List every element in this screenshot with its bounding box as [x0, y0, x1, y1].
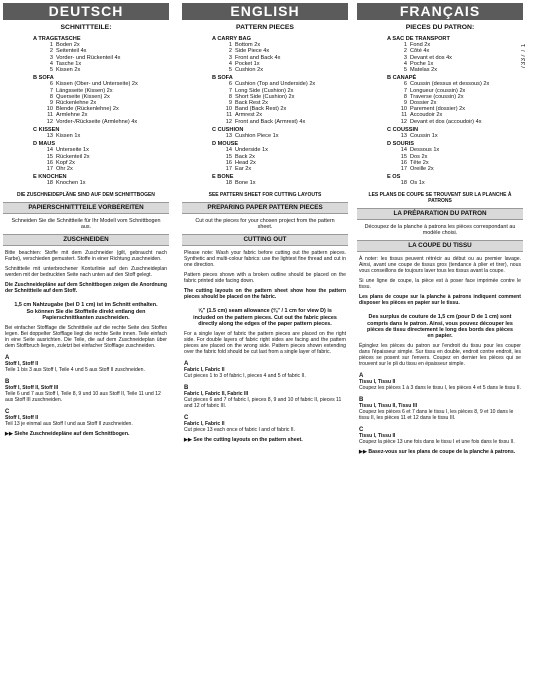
- layout-title: C: [359, 427, 364, 434]
- cutting-layouts: [3, 355, 169, 427]
- piece-number: 15: [400, 153, 407, 160]
- piece-name: Devant et dos (accoudoir) 4x: [410, 118, 482, 125]
- piece-name: Unterseite 1x: [56, 147, 89, 154]
- piece-number: 5: [49, 67, 53, 74]
- piece-number: 6: [228, 81, 232, 88]
- layout-sub: Tissu I, Tissu II: [359, 433, 396, 440]
- piece-name: Accoudoir 2x: [410, 112, 443, 119]
- pattern-piece-list: [357, 36, 523, 187]
- piece-number: 9: [403, 100, 407, 107]
- piece-number: 12: [400, 118, 407, 125]
- piece-name: Boden 2x: [56, 42, 80, 49]
- piece-item: [43, 180, 169, 186]
- cutting-layouts: [182, 361, 348, 433]
- piece-name: Back 2x: [235, 153, 255, 160]
- piece-number: 12: [46, 118, 53, 125]
- piece-number: 7: [228, 87, 232, 94]
- piece-number: 5: [228, 67, 232, 74]
- piece-name: Bone 1x: [235, 180, 256, 187]
- cutting-layouts: [357, 373, 523, 445]
- piece-number: 16: [225, 159, 232, 166]
- piece-item: [43, 119, 169, 125]
- piece-number: 7: [49, 87, 53, 94]
- piece-number: 7: [403, 87, 407, 94]
- cutting-paragraph-4: Bei einfacher Stofflage die Schnittteile auf die rechte Seite des Stoffes legen. Bei doppelter Stofflage liegt die rechte Seite innen. Teile einfach in eine Seite ausrichten. Die Teile, die auf dem Zuschneideplan über dem Stoffbruch liegen, zuletzt bei einfacher Stofflage zuschneiden.: [5, 325, 167, 350]
- piece-number: 12: [225, 118, 232, 125]
- cutting-layout: [5, 379, 167, 403]
- cutting-paragraph-3: Die Zuschneidepläne auf dem Schnittbogen zeigen die Anordnung der Schnittteile auf dem Stoff.: [5, 282, 167, 295]
- cutting-section-bar: ZUSCHNEIDEN: [3, 234, 169, 246]
- piece-name: Devant et dos 4x: [410, 54, 452, 61]
- piece-item: [43, 67, 169, 73]
- piece-name: Longueur (coussin) 2x: [410, 87, 466, 94]
- piece-group-label: C CUSHION: [212, 126, 244, 133]
- layout-note: LES PLANS DE COUPE SE TROUVENT SUR LA PLANCHE À PATRONS: [368, 191, 512, 204]
- piece-number: 1: [403, 42, 407, 49]
- seam-allowance-note: Des surplus de couture de 1,5 cm (pour D de 1 cm) sont compris dans le patron. Ainsi, vous pouvez découper les pièces de tissu directement le long des bords des pièces en papier.: [367, 314, 513, 340]
- piece-number: 18: [46, 180, 53, 187]
- cutting-layout: [359, 397, 521, 421]
- cutting-paragraph-2: Schnittteile mit unterbrochener Konturlinie auf den Zuschneideplan werden mit der bedruckten Seite nach unten auf den Stoff gelegt.: [5, 266, 167, 279]
- piece-group-label: E OS: [387, 174, 401, 181]
- piece-item: [222, 166, 348, 172]
- piece-number: 6: [403, 81, 407, 88]
- pattern-piece-list: [3, 36, 169, 187]
- piece-item: [397, 166, 523, 172]
- piece-number: 17: [400, 166, 407, 173]
- piece-name: Front and Back (Armrest) 4x: [235, 118, 306, 125]
- piece-name: Band (Back Rest) 2x: [235, 106, 287, 113]
- pattern-piece-list: [182, 36, 348, 187]
- seam-allowance-note: ⅝" (1.5 cm) seam allowance (⅜" / 1 cm for view D) is included on the pattern pieces. Cut out the fabric pieces directly along the edges of the paper pattern pieces.: [193, 308, 337, 327]
- piece-number: 9: [228, 100, 232, 107]
- piece-name: Os 1x: [410, 180, 425, 187]
- pattern-pieces-heading: PIECES DU PATRON:: [405, 24, 475, 31]
- piece-number: 8: [228, 93, 232, 100]
- layout-title: C: [5, 409, 10, 416]
- piece-number: 10: [46, 106, 53, 113]
- piece-item: [397, 119, 523, 125]
- cutting-paragraph-4: Épinglez les pièces du patron sur l'endroit du tissu pour les couper dans l'épaisseur simple. Sur tissu en double, endroit contre endroit, les pièces se posent sur l'envers. Coupez en dernier les pièces qui se trouvent sur le pli du tissu en épaisseur simple.: [359, 343, 521, 368]
- piece-item: [222, 67, 348, 73]
- piece-group-label: B SOFA: [212, 75, 233, 82]
- column-french: [357, 3, 523, 699]
- piece-group-label: A TRAGETASCHE: [33, 36, 81, 42]
- layout-sub: Stoff I, Stoff II: [5, 415, 39, 422]
- language-header: DEUTSCH: [3, 3, 169, 20]
- cutting-paragraph-2: Pattern pieces shown with a broken outline should be placed on the fabric printed side facing down.: [184, 272, 346, 285]
- piece-name: Ear 2x: [235, 166, 252, 173]
- piece-group-label: C KISSEN: [33, 126, 60, 133]
- layout-title: A: [184, 361, 189, 368]
- piece-group-label: B SOFA: [33, 75, 54, 82]
- layout-sub: Stoff I, Stoff II: [5, 361, 39, 368]
- piece-item: [43, 166, 169, 172]
- prep-text: Découpez de la planche à patrons les pièces correspondant au modèle choisi.: [364, 223, 516, 237]
- layout-text: Cut pieces 1 to 3 of fabric I, pieces 4 and 5 of fabric II.: [184, 373, 306, 380]
- piece-number: 15: [225, 153, 232, 160]
- cutting-paragraph-1: Bitte beachten: Stoffe mit dem Zuschneider (gilt, gebraucht nach Farbe), verschieden gemustert. Stoffe in einer Richtung zuschneiden.: [5, 250, 167, 263]
- cutting-layout: [359, 427, 521, 445]
- seam-allowance-note: 1,5 cm Nahtzugabe (bei D 1 cm) ist im Schnitt enthalten. So können Sie die Stoffteile direkt entlang den Papierschnittkanten zuschneiden.: [14, 302, 158, 321]
- cutting-paragraph-1: Please note: Wash your fabric before cutting out the pattern pieces. Synthetic and multi-colour fabrics: use the lightest fine thread and cut in one direction.: [184, 250, 346, 269]
- piece-item: [222, 180, 348, 186]
- cutting-section-bar: LA COUPE DU TISSU: [357, 240, 523, 252]
- cutting-paragraph-1: À noter: les tissus peuvent rétrécir au début ou au premier lavage. Ainsi, avant une coupe de tissus gros (tendance à plier et tirer), nous vous conseillons de toujours laver tous les tissus avant la coupe.: [359, 256, 521, 275]
- piece-number: 16: [46, 159, 53, 166]
- piece-name: Poche 1x: [410, 60, 434, 67]
- pattern-pieces-heading: PATTERN PIECES: [236, 24, 294, 31]
- see-layouts-note: ▶▶ Siehe Zuschneidepläne auf dem Schnittbogen.: [5, 431, 130, 438]
- see-layouts-note: ▶▶ See the cutting layouts on the pattern sheet.: [184, 437, 303, 444]
- cutting-paragraph-3: Les plans de coupe sur la planche à patrons indiquent comment disposer les pièces en papier sur le tissu.: [359, 294, 521, 307]
- layout-text: Coupez les pièces 1 à 3 dans le tissu I, les pièces 4 et 5 dans le tissu II.: [359, 385, 521, 392]
- layout-title: B: [359, 397, 364, 404]
- piece-name: Front and Back 4x: [235, 54, 281, 61]
- piece-name: Traverse (coussin) 2x: [410, 93, 464, 100]
- layout-sub: Stoff I, Stoff II, Stoff III: [5, 385, 59, 392]
- layout-sub: Fabric I, Fabric II: [184, 421, 225, 428]
- piece-item: [222, 119, 348, 125]
- prep-text: Cut out the pieces for your chosen project from the pattern sheet.: [195, 217, 335, 231]
- piece-number: 11: [47, 112, 53, 119]
- cutting-paragraph-3: The cutting layouts on the pattern sheet show how the pattern pieces should be placed on the fabric.: [184, 288, 346, 301]
- piece-name: Dos 2x: [410, 153, 428, 160]
- piece-item: [397, 133, 523, 139]
- piece-name: Rückenlehne 2x: [56, 100, 97, 107]
- prep-text: Schneiden Sie die Schnittteile für Ihr Modell vom Schnittbogen aus.: [11, 217, 161, 231]
- piece-name: Underside 1x: [235, 147, 268, 154]
- piece-name: Side Piece 4x: [235, 48, 270, 55]
- cutting-layout: [184, 385, 346, 409]
- layout-text: Coupez la pièce 13 une fois dans le tissu I et une fois dans le tissu II.: [359, 439, 515, 446]
- piece-group-label: D MAUS: [33, 141, 56, 148]
- cutting-layout: [184, 415, 346, 433]
- prep-section-bar: LA PRÉPARATION DU PATRON: [357, 208, 523, 220]
- piece-name: Oreille 2x: [410, 166, 434, 173]
- cutting-layout: [5, 355, 167, 373]
- piece-name: Querseite (Kissen) 2x: [56, 93, 110, 100]
- piece-name: Vorder-/Rückseite (Armlehne) 4x: [56, 118, 138, 125]
- cutting-layout: [359, 373, 521, 391]
- piece-group-label: D MOUSE: [212, 141, 239, 148]
- piece-number: 10: [225, 106, 232, 113]
- column-german: [3, 3, 169, 699]
- piece-number: 18: [225, 180, 232, 187]
- piece-number: 10: [400, 106, 407, 113]
- piece-name: Tête 2x: [410, 159, 429, 166]
- layout-text: Cut piece 13 each once of fabric I and of fabric II.: [184, 427, 295, 434]
- piece-item: [397, 67, 523, 73]
- layout-note: DIE ZUSCHNEIDEPLÄNE SIND AUF DEM SCHNITTBOGEN: [17, 191, 155, 198]
- piece-name: Côté 4x: [410, 48, 430, 55]
- cutting-paragraph-4: For a single layer of fabric the pattern pieces are placed on the right side. For double layers of fabric right sides are facing and the pattern pieces are placed on the wrong side. Pattern pieces shown extending over the fabric fold should be cut last from a single layer of fabric.: [184, 331, 346, 356]
- piece-name: Armlehne 2x: [56, 112, 88, 119]
- piece-number: 11: [226, 112, 232, 119]
- layout-sub: Tissu I, Tissu II: [359, 379, 396, 386]
- cutting-section-bar: CUTTING OUT: [182, 234, 348, 246]
- layout-title: A: [5, 355, 10, 362]
- page-code: 7337 / 1: [521, 43, 527, 69]
- piece-name: Matelas 2x: [410, 67, 438, 74]
- language-header: ENGLISH: [182, 3, 348, 20]
- piece-name: Tasche 1x: [56, 60, 82, 67]
- piece-group-label: E KNOCHEN: [33, 174, 67, 181]
- piece-number: 13: [46, 133, 53, 140]
- piece-name: Ohr 2x: [56, 166, 73, 173]
- instruction-page: [2, 3, 530, 699]
- piece-name: Kissen 1x: [56, 133, 81, 140]
- prep-section-bar: PREPARING PAPER PATTERN PIECES: [182, 202, 348, 214]
- piece-name: Kissen (Ober- und Unterseite) 2x: [56, 81, 138, 88]
- layout-title: B: [184, 385, 189, 392]
- piece-name: Armrest 2x: [235, 112, 263, 119]
- layout-note: SEE PATTERN SHEET FOR CUTTING LAYOUTS: [208, 191, 322, 198]
- piece-number: 3: [49, 54, 53, 61]
- piece-name: Fond 2x: [410, 42, 431, 49]
- piece-name: Parement (dossier) 2x: [410, 106, 466, 113]
- piece-number: 4: [228, 60, 232, 67]
- piece-number: 4: [49, 60, 53, 67]
- layout-sub: Tissu I, Tissu II, Tissu III: [359, 403, 418, 410]
- piece-number: 17: [225, 166, 232, 173]
- piece-group-label: E BONE: [212, 174, 234, 181]
- piece-item: [397, 180, 523, 186]
- cutting-paragraph-2: Si une ligne de coupe, la pièce est à poser face imprimée contre le tissu.: [359, 278, 521, 291]
- piece-number: 5: [403, 67, 407, 74]
- layout-title: B: [5, 379, 10, 386]
- layout-text: Coupez les pièces 6 et 7 dans le tissu I, les pièces 8, 9 et 10 dans le tissu II, les pièces 11 et 12 dans le tissu III.: [359, 409, 514, 422]
- piece-number: 6: [49, 81, 53, 88]
- piece-group-label: D SOURIS: [387, 141, 415, 148]
- piece-number: 16: [400, 159, 407, 166]
- piece-number: 2: [49, 48, 53, 55]
- piece-name: Cushion 2x: [235, 67, 263, 74]
- piece-name: Blende (Rückenlehne) 2x: [56, 106, 119, 113]
- layout-text: Cut pieces 6 and 7 of fabric I, pieces 8, 9 and 10 of fabric II, pieces 11 and 12 of fabric III.: [184, 397, 342, 410]
- piece-name: Seitenteil 4x: [56, 48, 87, 55]
- layout-title: A: [359, 373, 364, 380]
- piece-name: Cushion (Top and Underside) 2x: [235, 81, 316, 88]
- piece-number: 2: [403, 48, 407, 55]
- piece-name: Dossier 2x: [410, 100, 437, 107]
- column-english: [182, 3, 348, 699]
- pattern-pieces-heading: SCHNITTTEILE:: [60, 24, 112, 31]
- piece-name: Kissen 2x: [56, 67, 81, 74]
- piece-number: 3: [403, 54, 407, 61]
- piece-name: Head 2x: [235, 159, 256, 166]
- layout-text: Teile 6 und 7 aus Stoff I, Teile 8, 9 und 10 aus Stoff II, Teile 11 und 12 aus Stoff III zuschneiden.: [5, 391, 161, 404]
- piece-item: [222, 133, 348, 139]
- piece-number: 13: [400, 133, 407, 140]
- piece-number: 8: [403, 93, 407, 100]
- piece-name: Rückenteil 2x: [56, 153, 90, 160]
- piece-name: Vorder- und Rückenteil 4x: [56, 54, 121, 61]
- piece-number: 1: [49, 42, 53, 49]
- piece-group-label: C COUSSIN: [387, 126, 419, 133]
- piece-group-label: B CANAPÉ: [387, 75, 417, 82]
- piece-name: Pocket 1x: [235, 60, 260, 67]
- piece-name: Knochen 1x: [56, 180, 86, 187]
- layout-title: C: [184, 415, 189, 422]
- piece-number: 13: [225, 133, 232, 140]
- piece-number: 18: [400, 180, 407, 187]
- piece-item: [43, 133, 169, 139]
- piece-name: Cushion Piece 1x: [235, 133, 279, 140]
- piece-name: Short Side (Cushion) 2x: [235, 93, 295, 100]
- piece-group-label: A SAC DE TRANSPORT: [387, 36, 450, 42]
- piece-number: 1: [228, 42, 232, 49]
- piece-number: 9: [49, 100, 53, 107]
- piece-name: Längsseite (Kissen) 2x: [56, 87, 113, 94]
- layout-sub: Fabric I, Fabric II, Fabric III: [184, 391, 249, 398]
- piece-number: 14: [46, 147, 53, 154]
- piece-number: 8: [49, 93, 53, 100]
- piece-name: Dessous 1x: [410, 147, 440, 154]
- cutting-layout: [5, 409, 167, 427]
- piece-number: 4: [403, 60, 407, 67]
- layout-text: Teile 1 bis 3 aus Stoff I, Teile 4 und 5 aus Stoff II zuschneiden.: [5, 367, 145, 374]
- piece-name: Bottom 2x: [235, 42, 261, 49]
- piece-number: 3: [228, 54, 232, 61]
- prep-section-bar: PAPIERSCHNITTTEILE VORBEREITEN: [3, 202, 169, 214]
- piece-number: 14: [400, 147, 407, 154]
- cutting-layout: [184, 361, 346, 379]
- piece-number: 11: [401, 112, 407, 119]
- piece-number: 2: [228, 48, 232, 55]
- layout-sub: Fabric I, Fabric II: [184, 367, 225, 374]
- language-header: FRANÇAIS: [357, 3, 523, 20]
- piece-group-label: A CARRY BAG: [212, 36, 251, 42]
- layout-text: Teil 13 je einmal aus Stoff I und aus Stoff II zuschneiden.: [5, 421, 133, 428]
- piece-number: 15: [46, 153, 53, 160]
- piece-name: Coussin (dessus et dessous) 2x: [410, 81, 490, 88]
- piece-name: Long Side (Cushion) 2x: [235, 87, 294, 94]
- piece-name: Kopf 2x: [56, 159, 75, 166]
- piece-number: 17: [46, 166, 53, 173]
- piece-name: Coussin 1x: [410, 133, 438, 140]
- piece-name: Back Rest 2x: [235, 100, 268, 107]
- piece-number: 14: [225, 147, 232, 154]
- see-layouts-note: ▶▶ Basez-vous sur les plans de coupe de la planche à patrons.: [359, 449, 516, 456]
